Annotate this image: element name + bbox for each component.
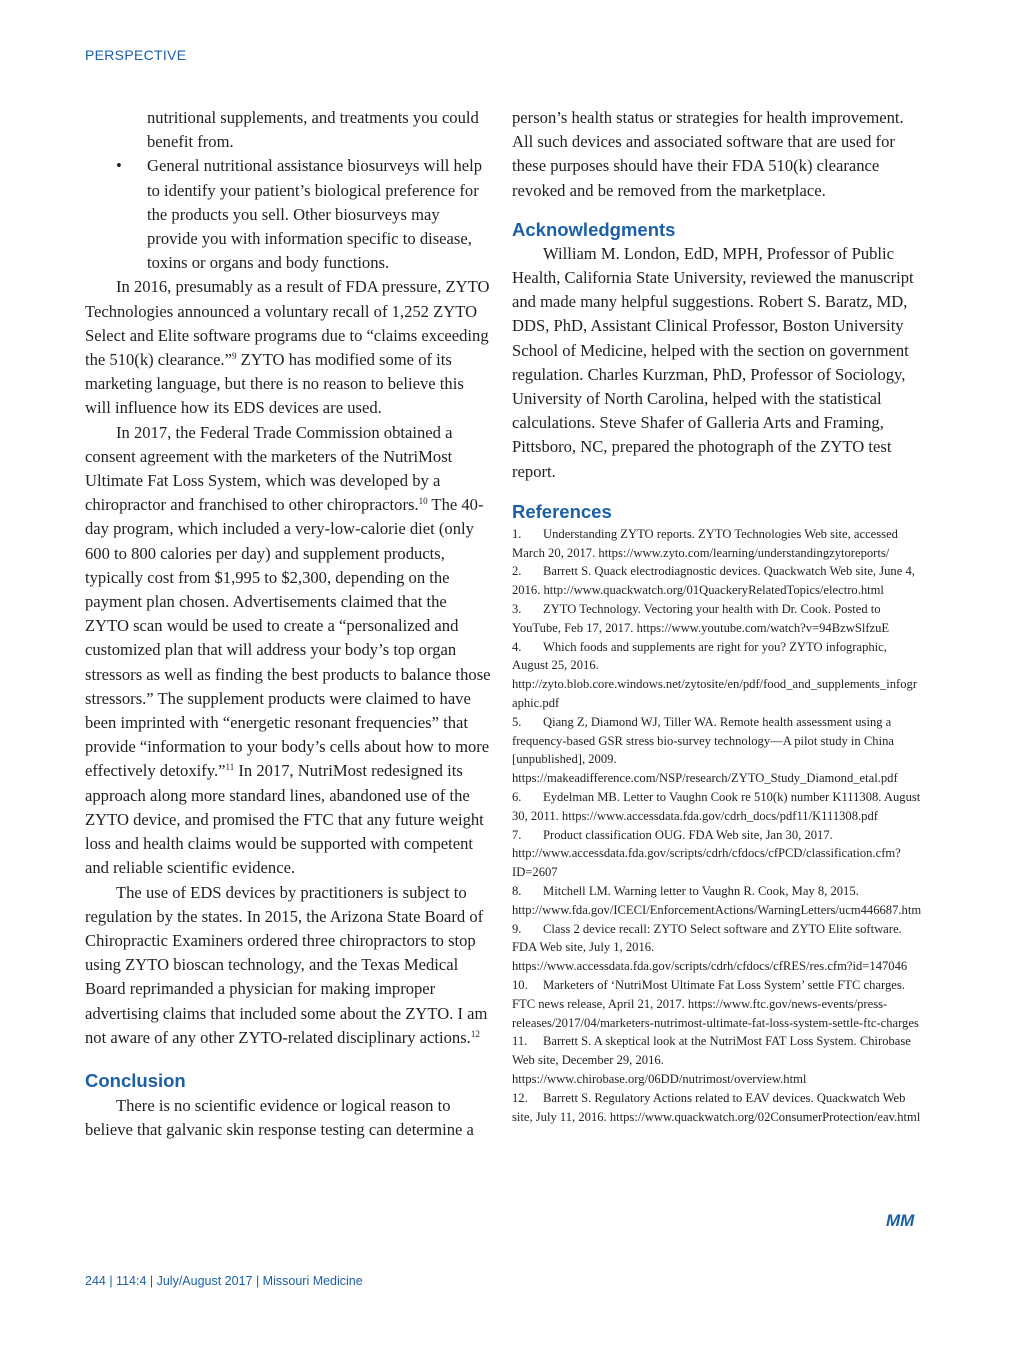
- reference-item: [512, 638, 922, 713]
- reference-text: Understanding ZYTO reports. ZYTO Technologies Web site, accessed March 20, 2017. https://www.zyto.com/learning/understandingzytoreports/: [512, 526, 898, 560]
- reference-number: 10.: [512, 977, 528, 992]
- reference-item: [512, 788, 922, 826]
- reference-number: 7.: [512, 827, 522, 842]
- right-column: [512, 106, 922, 1126]
- journal-end-mark: MM: [886, 1211, 915, 1230]
- reference-number: 9.: [512, 921, 522, 936]
- reference-number: 8.: [512, 883, 522, 898]
- reference-text: Qiang Z, Diamond WJ, Tiller WA. Remote health assessment using a frequency-based GSR stress bio-survey technology—A pilot study in China [unpublished], 2009. https://makeadifference.com/NSP/research/ZYTO_Study_Diamond_etal.pdf: [512, 714, 898, 786]
- conclusion-heading: Conclusion: [85, 1069, 186, 1091]
- bullet-continuation: nutritional supplements, and treatments you could benefit from.: [147, 108, 479, 152]
- reference-item: [512, 1032, 922, 1088]
- reference-item: [512, 1089, 922, 1127]
- reference-item: [512, 920, 922, 976]
- reference-number: 6.: [512, 790, 522, 804]
- reference-item: [512, 562, 922, 600]
- reference-number: 5.: [512, 714, 522, 729]
- reference-item: [512, 600, 922, 638]
- body-paragraph: The use of EDS devices by practitioners is subject to regulation by the states. In 2015, the Arizona State Board of Chiropractic Examiners ordered three chiropractors to stop using ZYTO bioscan technology, and the Texas Medical Board reprimanded a physician for making improper advertising claims that included some about the ZYTO. I am not aware of any other ZYTO-related disciplinary actions.$^{12}$: [85, 882, 488, 1047]
- reference-item: [512, 525, 922, 563]
- reference-number: 12.: [512, 1090, 528, 1105]
- footnote-ref: 11: [225, 762, 235, 773]
- reference-text: Barrett S. Regulatory Actions related to EAV devices. Quackwatch Web site, July 11, 2016. https://www.quackwatch.org/02ConsumerProtection/eav.html: [512, 1090, 921, 1124]
- reference-text: Product classification OUG. FDA Web site, Jan 30, 2017. http://www.accessdata.fda.gov/scripts/cdrh/cfdocs/cfPCD/classification.cfm?ID=2607: [512, 827, 901, 880]
- conclusion-paragraph: There is no scientific evidence or logical reason to believe that galvanic skin response testing can determine a: [85, 1095, 474, 1140]
- reference-number: 4.: [512, 639, 522, 654]
- reference-number: 3.: [512, 602, 522, 617]
- left-column: [85, 106, 493, 1142]
- conclusion-continuation: person’s health status or strategies for health improvement. All such devices and associated software that are used for these purposes should have their FDA 510(k) clearance revoked and be removed from the marketplace.: [512, 108, 904, 200]
- reference-item: [512, 826, 922, 882]
- reference-text: ZYTO Technology. Vectoring your health with Dr. Cook. Posted to YouTube, Feb 17, 2017. https://www.youtube.com/watch?v=94BzwSlfzuE: [512, 602, 890, 635]
- reference-item: [512, 976, 922, 1032]
- body-paragraph: In 2016, presumably as a result of FDA pressure, ZYTO Technologies announced a voluntary recall of 1,252 ZYTO Select and Elite software programs due to “claims exceeding the 510(k) clearance.”$^9$ ZYTO has modified some of its marketing language, but there is no reason to believe this will influence how its EDS devices are used.: [85, 277, 490, 418]
- reference-item: [512, 882, 922, 920]
- reference-text: Eydelman MB. Letter to Vaughn Cook re 510(k) number K111308. August 30, 2011. https://www.accessdata.fda.gov/cdrh_docs/pdf11/K111308.pdf: [512, 790, 921, 823]
- references-heading: References: [512, 500, 612, 522]
- reference-text: Mitchell LM. Warning letter to Vaughn R. Cook, May 8, 2015. http://www.fda.gov/ICECI/EnforcementActions/WarningLetters/ucm446687.htm: [512, 883, 922, 917]
- reference-number: 1.: [512, 526, 522, 541]
- reference-text: Marketers of ‘NutriMost Ultimate Fat Loss System’ settle FTC charges. FTC news release, April 21, 2017. https://www.ftc.gov/news-events/press-releases/2017/04/marketers-nutrimost-ultimate-fat-loss-system-settle-ftc-charges: [512, 977, 919, 1030]
- footnote-ref: 12: [470, 1028, 480, 1039]
- footnote-ref: 9: [231, 351, 237, 362]
- bullet-text: General nutritional assistance biosurveys will help to identify your patient’s biological preference for the products you sell. Other biosurveys may provide you with information specific to disease, toxins or organs and body functions.: [147, 156, 483, 273]
- acknowledgments-paragraph: William M. London, EdD, MPH, Professor of Public Health, California State University, reviewed the manuscript and made many helpful suggestions. Robert S. Baratz, MD, DDS, PhD, Assistant Clinical Professor, Boston University School of Medicine, helped with the section on government regulation. Charles Kurzman, PhD, Professor of Sociology, University of North Carolina, helped with the statistical calculations. Steve Shafer of Galleria Arts and Framing, Pittsboro, NC, prepared the photograph of the ZYTO test report.: [512, 243, 914, 481]
- bullet-item: [85, 154, 493, 275]
- reference-list: [512, 525, 922, 1127]
- reference-text: Class 2 device recall: ZYTO Select software and ZYTO Elite software. FDA Web site, July 1, 2016. https://www.accessdata.fda.gov/scripts/cdrh/cfdocs/cfRES/res.cfm?id=147046: [512, 921, 908, 974]
- acknowledgments-heading: Acknowledgments: [512, 218, 676, 240]
- page-footer: 244 | 114:4 | July/August 2017 | Missouri Medicine: [85, 1274, 363, 1288]
- section-label: PERSPECTIVE: [85, 47, 187, 63]
- reference-text: Barrett S. Quack electrodiagnostic devices. Quackwatch Web site, June 4, 2016. http://www.quackwatch.org/01QuackeryRelatedTopics/electro.html: [512, 564, 915, 598]
- footnote-ref: 10: [418, 496, 428, 507]
- reference-number: 2.: [512, 564, 522, 579]
- reference-text: Which foods and supplements are right for you? ZYTO infographic, August 25, 2016. http://zyto.blob.core.windows.net/zytosite/en/pdf/food_and_supplements_infographic.pdf: [512, 639, 918, 711]
- reference-item: [512, 713, 922, 788]
- reference-text: Barrett S. A skeptical look at the NutriMost FAT Loss System. Chirobase Web site, December 29, 2016. https://www.chirobase.org/06DD/nutrimost/overview.html: [512, 1034, 911, 1086]
- reference-number: 11.: [512, 1034, 528, 1049]
- body-paragraph: In 2017, the Federal Trade Commission obtained a consent agreement with the marketers of the NutriMost Ultimate Fat Loss System, which was developed by a chiropractor and franchised to other chiropractors.$^{10}$ The 40-day program, which included a very-low-calorie diet (only 600 to 800 calories per day) and supplement products, typically cost from $1,995 to $2,300, depending on the payment plan chosen. Advertisements claimed that the ZYTO scan would be used to create a “personalized and customized plan that will address your body’s top organ stressors as well as finding the best products to balance those stressors.” The supplement products were claimed to have been imprinted with “energetic resonant frequencies” that provide “information to your body’s cells about how to more effectively detoxify.”$^{11}$ In 2017, NutriMost redesigned its approach along more standard lines, abandoned use of the ZYTO device, and promised the FTC that any future weight loss and health claims would be supported with competent and reliable scientific evidence.: [85, 422, 491, 878]
- bullet-marker: •: [116, 156, 122, 176]
